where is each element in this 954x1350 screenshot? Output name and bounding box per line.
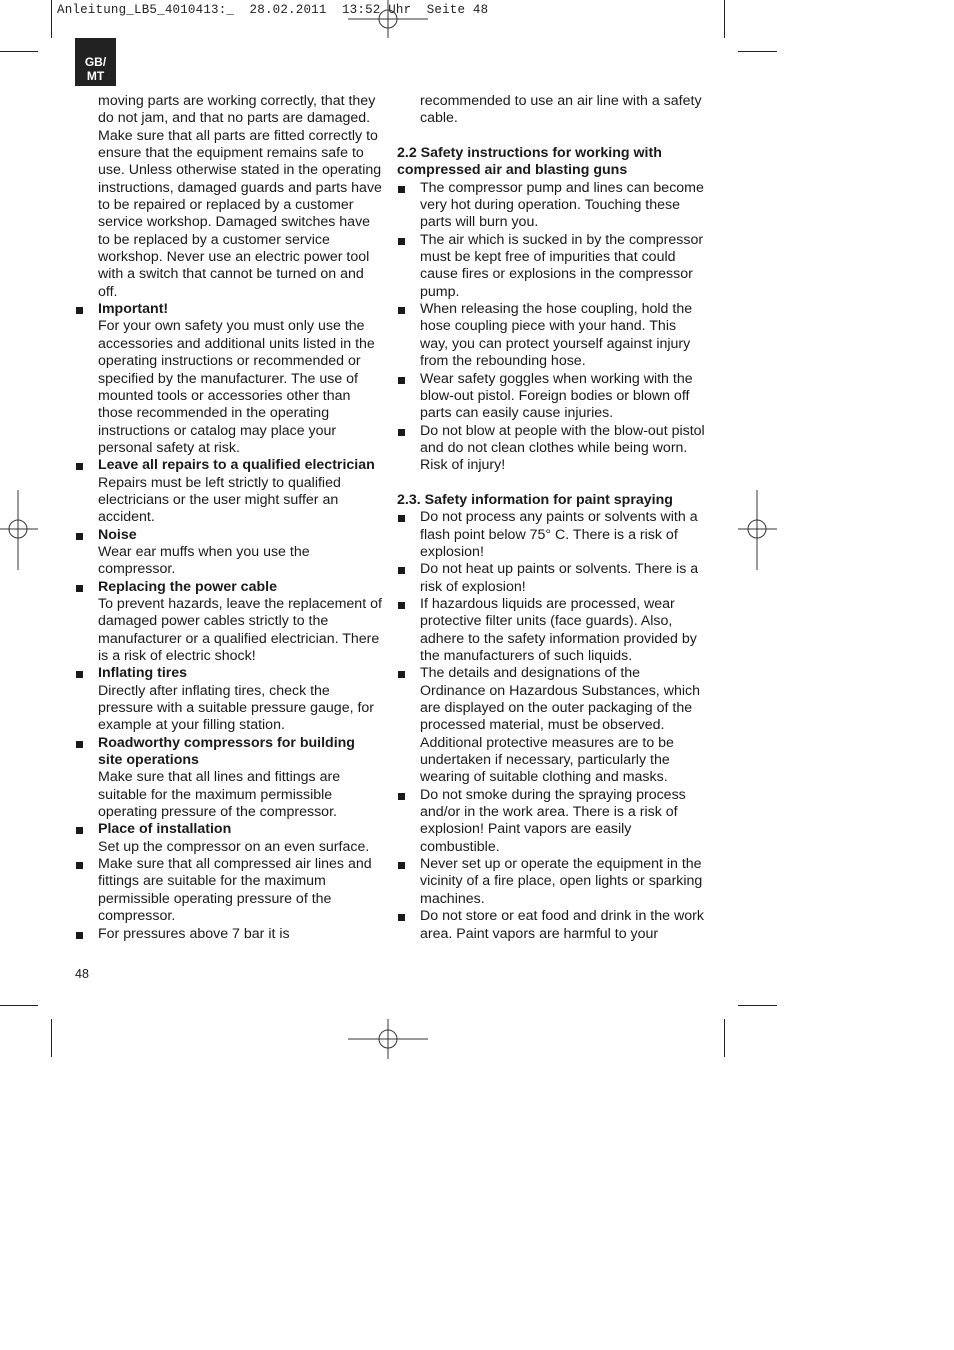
item-text: Do not smoke during the spraying process and/or in the work area. There is a risk of explosion! Paint vapors are easily combustible.	[420, 786, 686, 855]
item-text: The compressor pump and lines can become very hot during operation. Touching these parts will burn you.	[420, 179, 704, 231]
slug-page-num: 48	[472, 3, 489, 17]
list-item-place-of-installation	[75, 821, 383, 856]
left-column	[75, 93, 383, 943]
slug-file: Anleitung_LB5_4010413:_	[57, 3, 235, 17]
list-item-pressures	[75, 926, 383, 943]
item-text: Wear safety goggles when working with the blow-out pistol. Foreign bodies or blown off parts can easily cause injuries.	[420, 370, 693, 422]
item-text: The air which is sucked in by the compressor must be kept free of impurities that could cause fires or explosions in the compressor pump.	[420, 231, 704, 300]
item-title: Place of installation	[98, 821, 232, 838]
language-badge-line2: MT	[86, 69, 105, 83]
list-item-repairs	[75, 457, 383, 526]
right-column	[397, 93, 705, 943]
item-text: Directly after inflating tires, check the pressure with a suitable pressure gauge, for example at your filling station.	[98, 682, 375, 734]
list-item	[397, 301, 705, 370]
crop-mark-bottom-left-v	[51, 1019, 52, 1057]
list-item-inflating-tires	[75, 665, 383, 734]
crop-mark-top-left-h	[0, 51, 38, 52]
item-text: For your own safety you must only use the accessories and additional units listed in the operating instructions or recommended or specified by the manufacturer. The use of mounted tools or accessories other than those recommended in the operating instructions or catalog may place your personal safety at risk.	[98, 318, 375, 456]
right-continuation-paragraph: recommended to use an air line with a safety cable.	[420, 93, 702, 127]
item-text: Wear ear muffs when you use the compressor.	[98, 543, 310, 578]
registration-mark-right-icon	[738, 490, 777, 570]
item-text: For pressures above 7 bar it is	[98, 925, 290, 942]
item-text: Make sure that all compressed air lines and fittings are suitable for the maximum permissible operating pressure of the compressor.	[98, 856, 372, 925]
item-text: Do not process any paints or solvents with a flash point below 75° C. There is a risk of explosion!	[420, 509, 698, 560]
slug-time: 13:52	[341, 3, 381, 17]
language-badge-line1: GB/	[84, 55, 107, 69]
item-title: Important!	[98, 301, 169, 318]
item-title: Noise	[98, 526, 137, 543]
list-item	[397, 561, 705, 596]
section-heading-paint-spraying: 2.3. Safety information for paint spraying	[397, 491, 673, 508]
list-item	[397, 180, 705, 232]
list-item	[397, 232, 705, 301]
slug-page-label: Seite	[426, 3, 466, 17]
list-item	[397, 509, 705, 561]
item-title: Roadworthy compressors for building site operations	[98, 734, 355, 769]
item-text: If hazardous liquids are processed, wear protective filter units (face guards). Also, adhere to the safety information provided by the manufacturers of such liquids.	[420, 595, 697, 664]
slug-date: 28.02.2011	[249, 3, 327, 17]
list-item	[397, 423, 705, 475]
list-item-noise	[75, 527, 383, 579]
item-text: To prevent hazards, leave the replacement of damaged power cables strictly to the manufacturer or a qualified electrician. There is a risk of electric shock!	[98, 595, 382, 664]
item-text: Never set up or operate the equipment in the vicinity of a fire place, open lights or sparking machines.	[420, 856, 703, 907]
list-item	[397, 371, 705, 423]
crop-mark-bottom-right-v	[724, 1019, 725, 1057]
item-text: Do not heat up paints or solvents. There is a risk of explosion!	[420, 561, 699, 595]
item-text: Make sure that all lines and fittings are suitable for the maximum permissible operating pressure of the compressor.	[98, 769, 341, 821]
left-intro-paragraph: moving parts are working correctly, that they do not jam, and that no parts are damaged. Make sure that all parts are fitted correctly to ensure that the equipment remains safe to use. Unless otherwise stated in the operating instructions, damaged guards and parts have to be repaired or replaced by a customer service workshop. Damaged switches have to be replaced by a customer service workshop. Never use an electric power tool with a switch that cannot be turned on and off.	[98, 93, 382, 300]
section-heading-compressed-air: 2.2 Safety instructions for working with compressed air and blasting guns	[397, 145, 662, 179]
registration-mark-top-icon	[348, 0, 428, 40]
list-item	[397, 665, 705, 786]
page-number: 48	[75, 967, 89, 981]
item-text: Do not store or eat food and drink in the work area. Paint vapors are harmful to your	[420, 908, 704, 942]
slug-unit: Uhr	[388, 3, 412, 17]
list-item-roadworthy-compressors	[75, 735, 383, 822]
list-item	[397, 856, 705, 908]
crop-mark-top-right-v	[724, 0, 725, 38]
crop-mark-bottom-left-h	[0, 1005, 38, 1006]
crop-mark-top-left-v	[51, 0, 52, 38]
list-item	[397, 787, 705, 856]
item-text: Repairs must be left strictly to qualified electricians or the user might suffer an accident.	[98, 474, 341, 526]
item-title: Leave all repairs to a qualified electrician	[98, 457, 375, 474]
list-item-power-cable	[75, 579, 383, 666]
item-title: Replacing the power cable	[98, 578, 277, 595]
item-text: When releasing the hose coupling, hold the hose coupling piece with your hand. This way, you can protect yourself against injury from the rebounding hose.	[420, 301, 693, 370]
crop-mark-top-right-h	[738, 51, 777, 52]
list-item-important	[75, 301, 383, 457]
item-text: The details and designations of the Ordinance on Hazardous Substances, which are displayed on the outer packaging of the processed material, must be observed. Additional protective measures are to be undertaken if necessary, particularly the wearing of suitable clothing and masks.	[420, 665, 700, 786]
registration-mark-left-icon	[0, 490, 38, 570]
list-item-air-lines	[75, 856, 383, 925]
list-item	[397, 596, 705, 665]
list-item	[397, 908, 705, 943]
item-text: Do not blow at people with the blow-out pistol and do not clean clothes while being worn. Risk of injury!	[420, 422, 705, 474]
language-badge	[75, 38, 116, 86]
item-title: Inflating tires	[98, 665, 188, 682]
crop-mark-bottom-right-h	[738, 1005, 777, 1006]
registration-mark-bottom-icon	[348, 1019, 428, 1059]
item-text: Set up the compressor on an even surface.	[98, 838, 370, 855]
